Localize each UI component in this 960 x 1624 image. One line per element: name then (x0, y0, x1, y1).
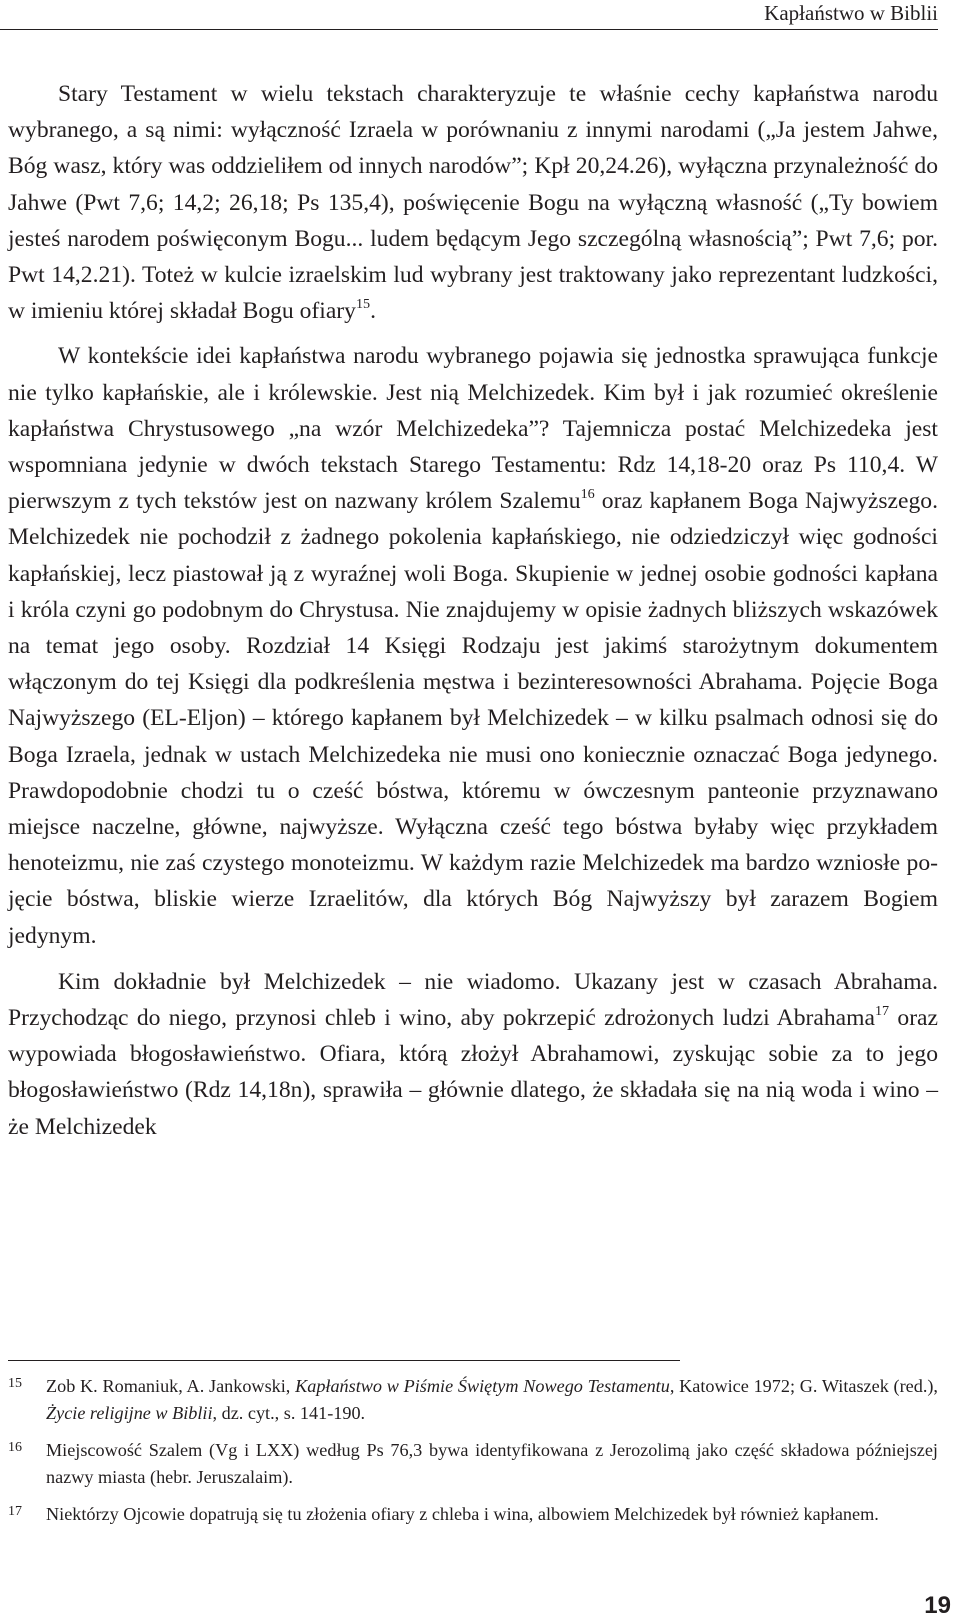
footnote-separator (8, 1360, 680, 1361)
paragraph-text: . (370, 298, 377, 325)
paragraph-text: oraz kapłanem Boga Najwyższego. Melchizedek nie pochodził z żadnego pokolenia kapłańskiego, nie odziedziczył więc godności kapłańskiej, lecz piastował ją z wyraźnej woli Boga. Skupienie w jednej osobie godności kapłana i króla czyni go podobnym do Chrystusa. Nie znajdujemy w opisie żadnych bliższych wskazówek na temat jego osoby. Rozdział 14 Księgi Rodzaju jest jakimś starożytnym dokumentem włączonym do tej Księgi dla podkreślenia męstwa i bezinteresowności Abrahama. Pojęcie Boga Najwyższego (EL-Eljon) – którego kapłanem był Melchizedek – w kilku psalmach odnosi się do Boga Izraela, jednak w ustach Melchizedeka nie musi ono koniecznie oznaczać Boga jedynego. Prawdopodobnie chodzi tu o cześć bóstwa, któremu w ówczesnym panteonie przyznawano miejsce naczelne, główne, najwyższe. Wyłączna cześć tego bóstwa byłaby więc przykładem henoteizmu, nie zaś czystego monoteizmu. W każdym razie Melchizedek ma bardzo wzniosłe pojęcie bóstwa, bliskie wierze Izraelitów, dla których Bóg Najwyższy był zarazem Bogiem jedynym. (8, 488, 938, 949)
footnote-text-part: , dz. cyt., s. 141-190. (212, 1403, 366, 1423)
footnote-ref[interactable]: 16 (580, 486, 595, 503)
footnote-number: 15 (8, 1376, 22, 1391)
paragraph (8, 338, 938, 953)
paragraph-text: Kim dokładnie był Melchizedek – nie wiadomo. Ukazany jest w czasach Abrahama. Przychodząc do niego, przynosi chleb i wino, aby pokrzepić zdrożonych ludzi Abrahama (8, 968, 938, 1032)
footnote-text: Niektórzy Ojcowie dopatrują się tu złożenia ofiary z chleba i wina, albowiem Melchizedek był również kapłanem. (46, 1504, 879, 1524)
paragraph-text: oraz wypowiada błogosławieństwo. Ofiara, którą złożył Abrahamowi, zyskując sobie za to jego błogosławieństwo (Rdz 14,18n), sprawiła – głównie dlatego, że składała się na nią woda i wino – że Melchizedek (8, 1005, 939, 1140)
footnote-ref[interactable]: 17 (874, 1003, 890, 1020)
footnote-title: Życie religijne w Biblii (46, 1403, 213, 1423)
body-text (8, 76, 938, 1155)
running-header-title: Kapłaństwo w Biblii (764, 1, 938, 25)
footnote-text-part: Zob K. Romaniuk, A. Jankowski, (46, 1376, 296, 1396)
page-number: 19 (924, 1592, 951, 1619)
paragraph (8, 964, 938, 1145)
footnote-title: Kapłaństwo w Piśmie Świętym Nowego Testamentu (295, 1376, 670, 1396)
footnotes (8, 1373, 938, 1538)
running-header (0, 0, 938, 30)
footnote-text (46, 1373, 938, 1427)
footnote-number: 16 (8, 1440, 22, 1455)
footnote-ref[interactable]: 15 (355, 296, 371, 313)
paragraph-text: W kontekście idei kapłaństwa narodu wybranego pojawia się jednostka sprawująca funkcje nie tylko kapłańskie, ale i królewskie. Jest nią Melchizedek. Kim był i jak rozumieć określenie kapłaństwa Chrystusowego „na wzór Melchizedeka”? Tajemnicza postać Melchizedeka jest wspomniana jedynie w dwóch tekstach Starego Testamentu: Rdz 14,18-20 oraz Ps 110,4. W pierwszym z tych tekstów jest on nazwany królem Szalemu (8, 343, 938, 515)
footnote (8, 1373, 938, 1427)
footnote (8, 1501, 938, 1528)
footnote-text: Miejscowość Szalem (Vg i LXX) według Ps 76,3 bywa identyfikowana z Jerozolimą jako część składowa późniejszej nazwy miasta (hebr. Jeruszalaim). (46, 1440, 938, 1487)
footnote-number: 17 (8, 1504, 22, 1519)
paragraph (8, 76, 938, 329)
paragraph-text: Stary Testament w wielu tekstach charakteryzuje te właśnie cechy kapłaństwa narodu wybranego, a są nimi: wyłączność Izraela w porównaniu z innymi narodami („Ja jestem Jahwe, Bóg wasz, który was oddzieliłem od innych narodów”; Kpł 20,24.26), wyłączna przynależność do Jahwe (Pwt 7,6; 14,2; 26,18; Ps 135,4), poświęcenie Bogu na wyłączną własność („Ty bowiem jesteś narodem poświęconym Bogu... ludem będącym Jego szczególną własnością”; Pwt 7,6; por. Pwt 14,2.21). Toteż w kulcie izraelskim lud wybrany jest traktowany jako reprezentant ludzkości, w imieniu której składał Bogu ofiary (8, 81, 938, 325)
footnote-text-part: , Katowice 1972; G. Witaszek (red.), (669, 1376, 938, 1396)
footnote (8, 1437, 938, 1491)
